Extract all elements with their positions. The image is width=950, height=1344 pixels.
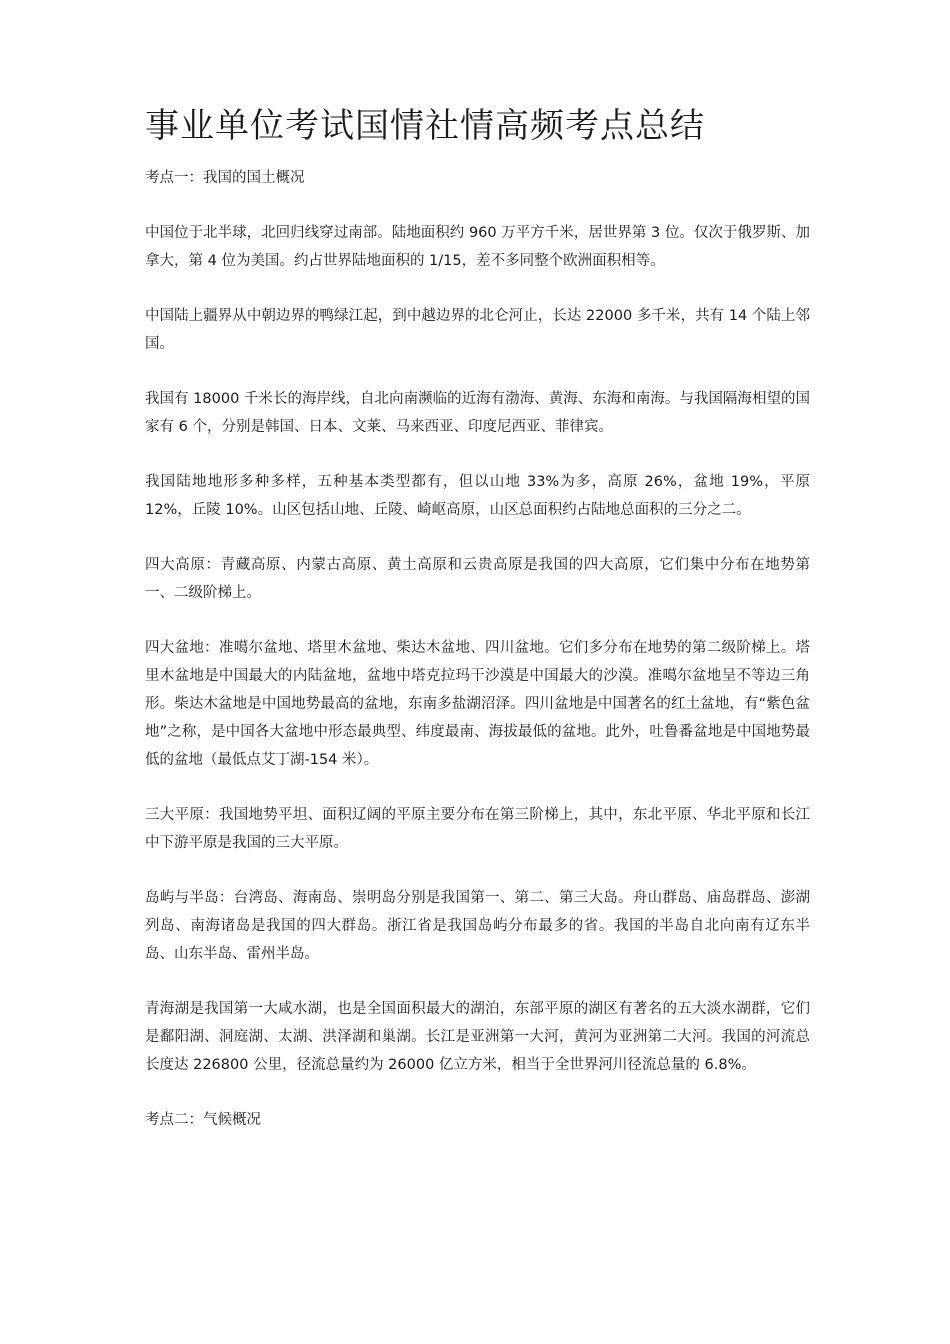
paragraph-basins: 四大盆地：准噶尔盆地、塔里木盆地、柴达木盆地、四川盆地。它们多分布在地势的第二级阶梯上。塔里木盆地是中国最大的内陆盆地，盆地中塔克拉玛干沙漠是中国最大的沙漠。准噶尔盆地呈不等边三角形。柴达木盆地是中国地势最高的盆地，东南多盐湖沼泽。四川盆地是中国著名的红土盆地，有“紫色盆地”之称，是中国各大盆地中形态最典型、纬度最南、海拔最低的盆地。此外，吐鲁番盆地是中国地势最低的盆地（最低点艾丁湖-154 米）。 [145,640,810,768]
document-page [145,96,810,1161]
document-title: 事业单位考试国情社情高频考点总结 [145,106,705,146]
paragraph-coastline: 我国有 18000 千米长的海岸线，自北向南濒临的近海有渤海、黄海、东海和南海。与我国隔海相望的国家有 6 个，分别是韩国、日本、文莱、马来西亚、印度尼西亚、菲律宾。 [145,391,810,435]
paragraph-islands: 岛屿与半岛：台湾岛、海南岛、崇明岛分别是我国第一、第二、第三大岛。舟山群岛、庙岛群岛、澎湖列岛、南海诸岛是我国的四大群岛。浙江省是我国岛屿分布最多的省。我国的半岛自北向南有辽东半岛、山东半岛、雷州半岛。 [145,890,810,962]
section-heading: 考点二：气候概况 [145,1112,261,1128]
paragraph-plains: 三大平原：我国地势平坦、面积辽阔的平原主要分布在第三阶梯上，其中，东北平原、华北平原和长江中下游平原是我国的三大平原。 [145,807,810,851]
paragraph-terrain: 我国陆地地形多种多样，五种基本类型都有，但以山地 33%为多，高原 26%，盆地 19%，平原 12%，丘陵 10%。山区包括山地、丘陵、崎岖高原，山区总面积约占陆地总面积的三分之二。 [145,474,810,518]
paragraph-lakes-rivers: 青海湖是我国第一大咸水湖，也是全国面积最大的湖泊，东部平原的湖区有著名的五大淡水湖群，它们是鄱阳湖、洞庭湖、太湖、洪泽湖和巢湖。长江是亚洲第一大河，黄河为亚洲第二大河。我国的河流总长度达 226800 公里，径流总量约为 26000 亿立方米，相当于全世界河川径流总量的 6.8%。 [145,1001,810,1073]
paragraph-territory-location: 中国位于北半球，北回归线穿过南部。陆地面积约 960 万平方千米，居世界第 3 位。仅次于俄罗斯、加拿大，第 4 位为美国。约占世界陆地面积的 1/15，差不多同整个欧洲面积相等。 [145,225,810,269]
paragraph-land-border: 中国陆上疆界从中朝边界的鸭绿江起，到中越边界的北仑河止，长达 22000 多千米，共有 14 个陆上邻国。 [145,308,810,352]
section-heading: 考点一：我国的国土概况 [145,170,305,186]
paragraph-plateaus: 四大高原：青藏高原、内蒙古高原、黄土高原和云贵高原是我国的四大高原，它们集中分布在地势第一、二级阶梯上。 [145,557,810,601]
